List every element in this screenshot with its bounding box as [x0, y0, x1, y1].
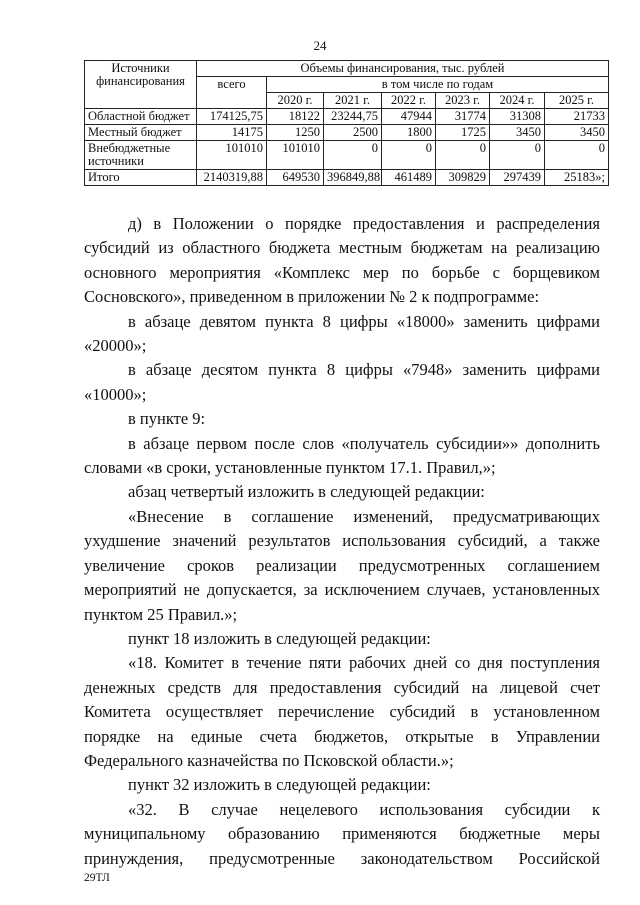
row-value: 31774	[436, 109, 490, 125]
table-row	[85, 109, 609, 125]
row-value: 1250	[267, 125, 324, 141]
row-total: 101010	[197, 141, 267, 170]
page-number: 24	[313, 38, 327, 53]
row-source: Местный бюджет	[85, 125, 197, 141]
header-year: 2025 г.	[545, 93, 609, 109]
paragraph: в абзаце первом после слов «получатель субсидии»» дополнить словами «в сроки, установленные пунктом 17.1. Правил,»;	[84, 433, 600, 478]
row-value: 461489	[382, 170, 436, 186]
row-value: 21733	[545, 109, 609, 125]
table-row	[85, 125, 609, 141]
paragraph: «32. В случае нецелевого использования субсидии к муниципальному образованию применяются бюджетные меры принуждения, предусмотренные законодательством Российской	[84, 799, 600, 868]
header-year: 2020 г.	[267, 93, 324, 109]
header-by-years: в том числе по годам	[267, 77, 609, 93]
row-value: 101010	[267, 141, 324, 170]
row-value: 3450	[545, 125, 609, 141]
paragraph: в абзаце десятом пункта 8 цифры «7948» заменить цифрами «10000»;	[84, 360, 600, 404]
paragraph: в абзаце девятом пункта 8 цифры «18000» заменить цифрами «20000»;	[84, 311, 600, 356]
paragraph: пункт 32 изложить в следующей редакции:	[128, 775, 431, 795]
row-total: 174125,75	[197, 109, 267, 125]
header-volumes: Объемы финансирования, тыс. рублей	[197, 61, 609, 77]
row-value: 0	[436, 141, 490, 170]
row-source: Внебюджетные источники	[85, 141, 197, 170]
row-value: 0	[324, 141, 382, 170]
row-value: 396849,88	[324, 170, 382, 186]
row-total: 14175	[197, 125, 267, 141]
paragraph: «18. Комитет в течение пяти рабочих дней со дня поступления денежных средств для предоставления субсидий на лицевой счет Комитета осуществляет перечисление субсидий в установленном порядке на единые счета бюджетов, открытые в Управлении Федерального казначейства по Псковской области.»;	[84, 653, 600, 770]
paragraph: «Внесение в соглашение изменений, предусматривающих ухудшение значений результатов использования субсидий, а также увеличение сроков реализации предусмотренных соглашением мероприятий не допускается, за исключением случаев, установленных пунктом 25 Правил.»;	[84, 506, 600, 624]
row-value: 25183»;	[545, 170, 609, 186]
row-value: 309829	[436, 170, 490, 186]
row-value: 31308	[490, 109, 545, 125]
header-year: 2023 г.	[436, 93, 490, 109]
row-source: Итого	[85, 170, 197, 186]
document-body	[84, 212, 600, 871]
row-value: 0	[490, 141, 545, 170]
row-value: 18122	[267, 109, 324, 125]
paragraph: д) в Положении о порядке предоставления и распределения субсидий из областного бюджета местным бюджетам на реализацию основного мероприятия «Комплекс мер по борьбе с борщевиком Сосновского», приведенном в приложении № 2 к подпрограмме:	[84, 214, 600, 307]
row-source: Областной бюджет	[85, 109, 197, 125]
header-year: 2021 г.	[324, 93, 382, 109]
table-row	[85, 170, 609, 186]
row-value: 1725	[436, 125, 490, 141]
footer-code: 29ТЛ	[84, 872, 110, 884]
row-value: 649530	[267, 170, 324, 186]
row-value: 297439	[490, 170, 545, 186]
table-row	[85, 141, 609, 170]
paragraph: абзац четвертый изложить в следующей редакции:	[128, 482, 485, 502]
row-value: 1800	[382, 125, 436, 141]
paragraph: в пункте 9:	[128, 409, 206, 429]
row-value: 0	[545, 141, 609, 170]
row-value: 0	[382, 141, 436, 170]
row-value: 2500	[324, 125, 382, 141]
financing-table	[84, 60, 609, 186]
header-total: всего	[197, 77, 267, 109]
header-year: 2022 г.	[382, 93, 436, 109]
row-value: 3450	[490, 125, 545, 141]
row-total: 2140319,88	[197, 170, 267, 186]
row-value: 47944	[382, 109, 436, 125]
header-sources: Источники финансирования	[85, 61, 197, 109]
header-year: 2024 г.	[490, 93, 545, 109]
paragraph: пункт 18 изложить в следующей редакции:	[128, 628, 431, 648]
row-value: 23244,75	[324, 109, 382, 125]
